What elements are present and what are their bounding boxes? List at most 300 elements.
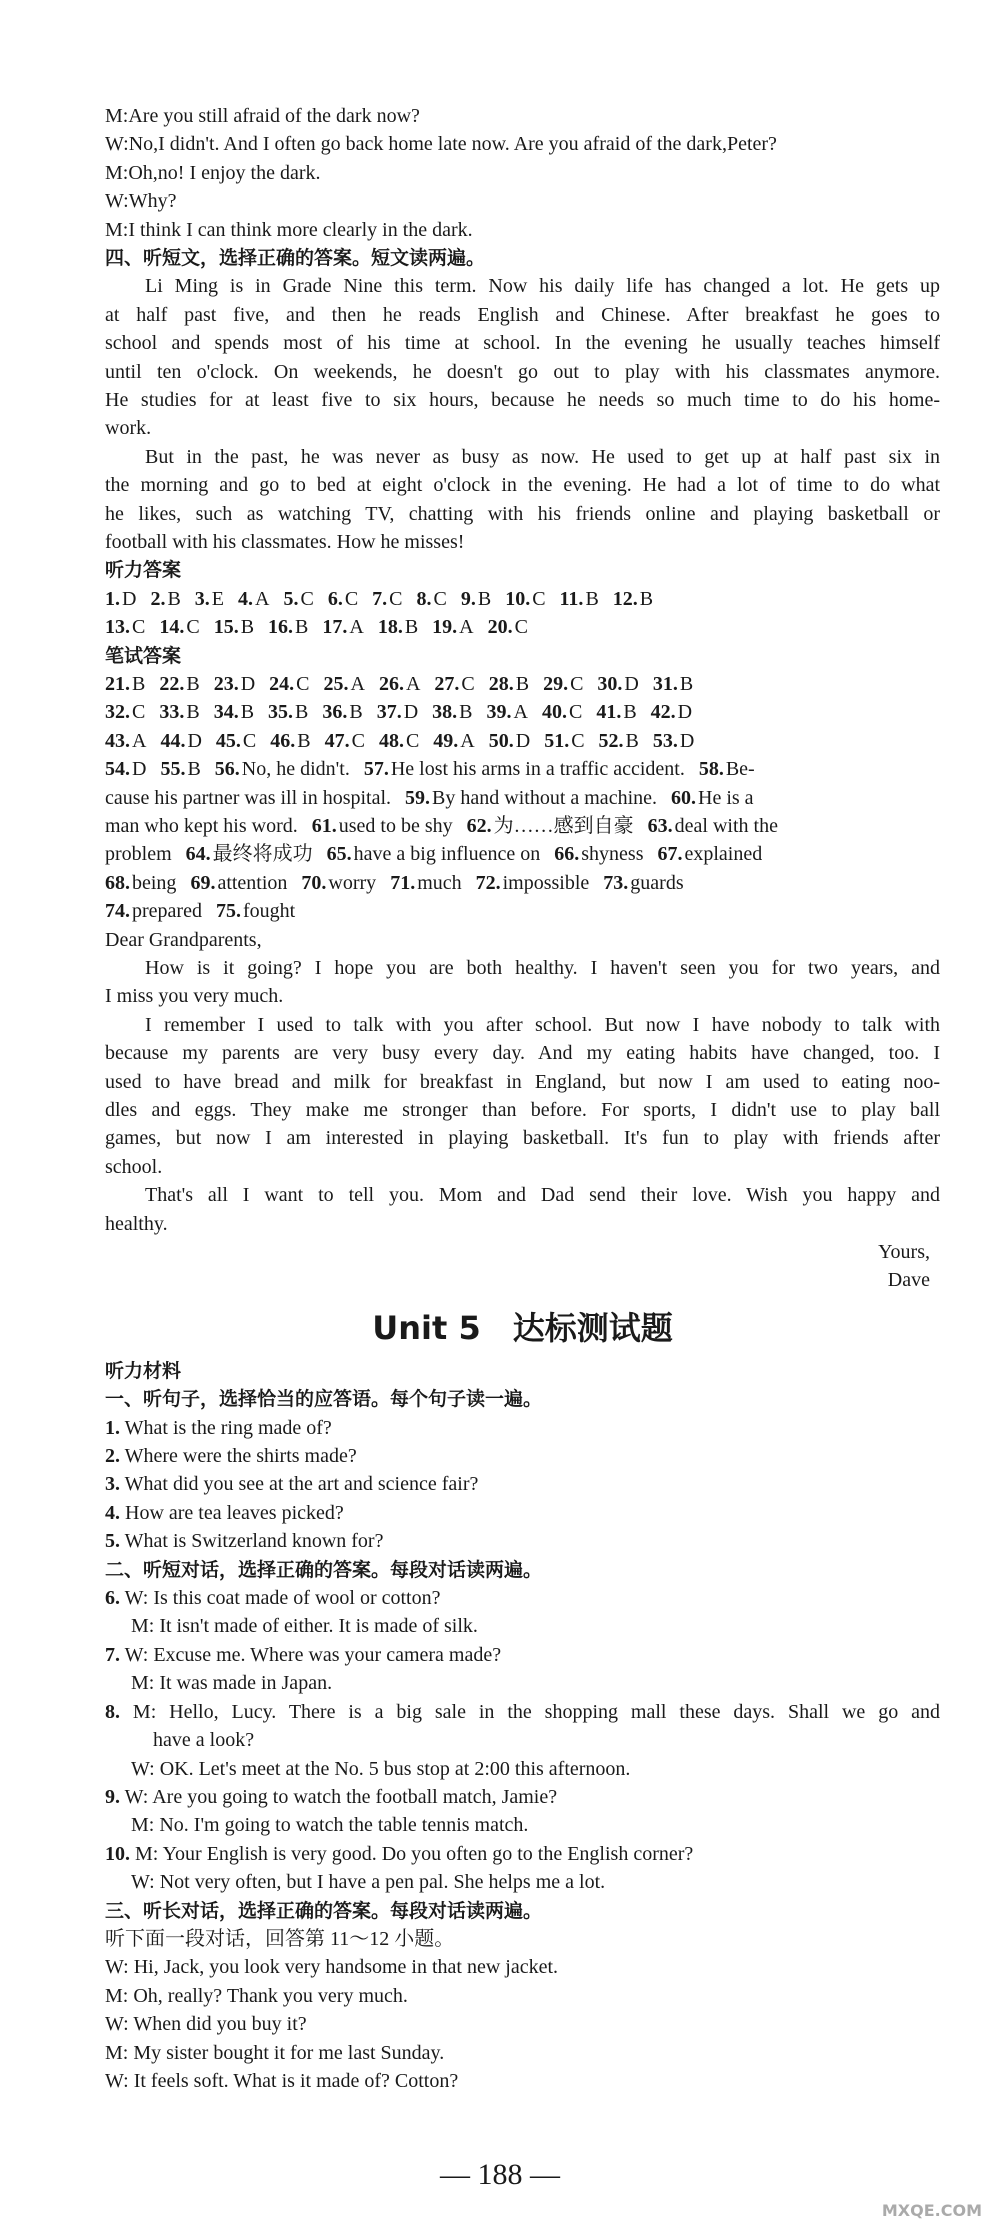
answer-number: 54.: [105, 758, 130, 781]
answer-number: 57.: [363, 758, 389, 781]
item-number: 8.: [105, 1700, 120, 1723]
answer-item: [648, 815, 778, 837]
answer-value: C: [532, 587, 546, 610]
answer-number: 53.: [652, 729, 678, 752]
item-text: W: Is this coat made of wool or cotton?: [120, 1587, 441, 1610]
answer-item: [214, 616, 254, 638]
answer-value: A: [349, 616, 364, 639]
text-line: healthy.: [105, 1212, 168, 1235]
answer-item: [238, 588, 269, 610]
text-line: [105, 1584, 940, 1612]
answer-number: 36.: [322, 701, 348, 724]
answer-number: 42.: [650, 701, 676, 724]
text-line: I remember I used to talk with you after school. But now I have nobody to talk with: [145, 1013, 940, 1036]
text-line: the morning and go to bed at eight o'clock in the evening. He had a lot of time to do what: [105, 474, 940, 497]
section-title: Unit 5 达标测试题: [372, 1308, 673, 1347]
answer-number: 2.: [150, 587, 166, 610]
text-line: How is it going? I hope you are both healthy. I haven't seen you for two years, and: [145, 957, 940, 980]
answer-item: [214, 701, 254, 723]
answer-value: B: [167, 587, 181, 610]
answer-value: B: [625, 729, 639, 752]
text-line: games, but now I am interested in playing basketball. It's fun to play with friends after: [105, 1127, 940, 1150]
text-line: [105, 1527, 940, 1555]
section-heading: 一、听句子，选择恰当的应答语。每个句子读一遍。: [105, 1388, 543, 1411]
answer-number: 33.: [159, 701, 185, 724]
answer-item: [216, 730, 256, 752]
answer-item: [390, 872, 461, 894]
item-number: 7.: [105, 1643, 120, 1666]
answer-value: C: [433, 587, 447, 610]
answer-value: deal with the: [674, 815, 778, 838]
answer-value: B: [295, 701, 309, 724]
answer-number: 43.: [105, 729, 130, 752]
answer-number: 22.: [159, 673, 185, 695]
text-line: school and spends most of his time at school. In the evening he usually teaches himself: [105, 332, 940, 355]
answer-number: 12.: [612, 587, 638, 610]
answer-item: [312, 815, 453, 837]
text-line: school.: [105, 1155, 163, 1178]
text-line: Li Ming is in Grade Nine this term. Now his daily life has changed a lot. He gets up: [145, 275, 940, 298]
answer-value: 为……感到自豪: [493, 815, 634, 838]
answer-value: D: [122, 587, 137, 610]
text-line: at half past five, and then he reads English and Chinese. After breakfast he goes to: [105, 303, 940, 326]
item-text: M: Your English is very good. Do you often go to the English corner?: [130, 1842, 694, 1865]
answer-number: 71.: [390, 871, 416, 894]
answer-item: [190, 872, 287, 894]
answer-number: 20.: [487, 616, 513, 639]
answer-number: 26.: [378, 673, 404, 695]
answer-value: A: [460, 729, 475, 752]
item-number: 1.: [105, 1416, 120, 1439]
answer-item: [195, 588, 224, 610]
answer-item: [599, 730, 639, 752]
answer-item: [433, 730, 474, 752]
text-line: football with his classmates. How he misses!: [105, 530, 465, 553]
text-line: dles and eggs. They make me stronger than before. For sports, I didn't use to play ball: [105, 1099, 940, 1122]
answer-item: [159, 673, 199, 695]
answer-item: [657, 843, 762, 865]
answer-number: 32.: [105, 701, 130, 724]
answer-number: 4.: [238, 587, 254, 610]
section-heading: 听力材料: [105, 1359, 182, 1382]
answer-row: [105, 585, 940, 613]
text-line: W: Not very often, but I have a pen pal. She helps me a lot.: [131, 1871, 606, 1894]
answer-value: have a big influence on: [353, 843, 541, 866]
text-line: [105, 1499, 940, 1527]
answer-number: 5.: [283, 587, 299, 610]
answer-value: B: [515, 673, 530, 695]
answer-number: 24.: [269, 673, 295, 695]
answer-item: [467, 815, 634, 837]
answer-number: 21.: [105, 673, 130, 695]
answer-number: 72.: [475, 871, 501, 894]
answer-number: 15.: [213, 616, 239, 639]
answer-value: used to be shy: [338, 815, 453, 838]
answer-item: [105, 872, 176, 894]
answer-number: 66.: [554, 843, 580, 866]
answer-row: [105, 812, 940, 840]
text-line: M:Oh,no! I enjoy the dark.: [105, 161, 321, 184]
answer-number: 46.: [270, 729, 296, 752]
text-line: That's all I want to tell you. Mom and Dad send their love. Wish you happy and: [145, 1184, 940, 1207]
answer-value: prepared: [132, 900, 202, 923]
answer-value: A: [513, 701, 528, 724]
answer-value: E: [211, 587, 225, 610]
answer-item: [544, 730, 584, 752]
answer-value: man who kept his word.: [105, 815, 298, 838]
answer-number: 35.: [268, 701, 294, 724]
answer-number: 61.: [311, 815, 337, 838]
answer-value: B: [349, 701, 363, 724]
answer-value: being: [132, 871, 177, 894]
answer-item: [105, 616, 145, 638]
answer-item: [476, 872, 590, 894]
answer-number: 68.: [105, 871, 130, 894]
item-text: Where were the shirts made?: [120, 1445, 357, 1468]
answer-number: 13.: [105, 616, 130, 639]
answer-item: [322, 616, 363, 638]
document-page: [105, 102, 940, 2095]
text-line: M: It was made in Japan.: [131, 1672, 333, 1695]
answer-value: B: [132, 673, 146, 695]
answer-item: [603, 872, 683, 894]
item-text: What is Switzerland known for?: [120, 1530, 384, 1553]
answer-item: [596, 701, 636, 723]
answer-number: 28.: [488, 673, 514, 695]
answer-number: 67.: [657, 843, 683, 866]
answer-number: 40.: [541, 701, 567, 724]
answer-number: 1.: [105, 587, 120, 610]
text-line: [105, 1470, 940, 1498]
answer-value: C: [344, 587, 359, 610]
answer-value: C: [296, 673, 310, 695]
answer-value: No, he didn't.: [241, 758, 350, 781]
watermark-text: MXQE.COM: [881, 2201, 982, 2220]
answer-item: [105, 787, 391, 809]
item-text: What is the ring made of?: [120, 1416, 332, 1439]
item-text: W: Are you going to watch the football match, Jamie?: [120, 1785, 558, 1808]
answer-number: 10.: [505, 587, 531, 610]
answer-item: [159, 616, 199, 638]
answer-value: He lost his arms in a traffic accident.: [390, 758, 685, 781]
answer-value: much: [417, 871, 462, 894]
text-line: [105, 1641, 940, 1669]
answer-value: C: [132, 616, 146, 639]
answer-value: Be-: [725, 758, 755, 781]
text-line: M: Oh, really? Thank you very much.: [105, 1984, 408, 2007]
answer-number: 39.: [486, 701, 512, 724]
answer-value: C: [461, 673, 475, 695]
answer-value: C: [514, 616, 528, 639]
answer-number: 41.: [596, 701, 622, 724]
answer-value: D: [515, 729, 531, 752]
answer-value: C: [571, 729, 585, 752]
answer-number: 27.: [434, 673, 460, 695]
answer-number: 37.: [376, 701, 402, 724]
answer-value: D: [403, 701, 419, 724]
answer-value: B: [477, 587, 492, 610]
answer-number: 6.: [327, 587, 343, 610]
text-line: M: No. I'm going to watch the table tennis match.: [131, 1814, 529, 1837]
answer-item: [215, 758, 350, 780]
answer-item: [379, 730, 419, 752]
answer-item: [651, 701, 692, 723]
answer-value: D: [240, 673, 256, 695]
section-heading: 听力答案: [105, 559, 182, 582]
item-number: 4.: [105, 1501, 120, 1524]
answer-value: explained: [684, 843, 763, 866]
answer-value: B: [404, 616, 419, 639]
answer-number: 23.: [213, 673, 239, 695]
answer-row: [105, 727, 940, 755]
text-line: until ten o'clock. On weekends, he doesn't go out to play with his classmates anymore.: [105, 360, 940, 383]
text-line: have a look?: [153, 1729, 255, 1752]
answer-item: [432, 701, 472, 723]
answer-value: C: [351, 729, 365, 752]
answer-value: B: [679, 673, 694, 695]
answer-item: [105, 588, 136, 610]
answer-item: [269, 673, 309, 695]
answer-value: B: [295, 616, 309, 639]
text-line: But in the past, he was never as busy as now. He used to get up at half past six in: [145, 445, 940, 468]
answer-value: attention: [217, 871, 288, 894]
answer-item: [372, 588, 402, 610]
text-line: work.: [105, 417, 152, 440]
answer-number: 74.: [105, 900, 130, 923]
answer-value: D: [187, 729, 202, 752]
answer-item: [542, 701, 582, 723]
answer-item: [283, 588, 313, 610]
section-heading: 二、听短对话，选择正确的答案。每段对话读两遍。: [105, 1558, 543, 1581]
answer-value: fought: [242, 900, 296, 923]
answer-item: [405, 787, 657, 809]
answer-value: A: [350, 673, 365, 695]
answer-value: B: [623, 701, 637, 724]
answer-item: [105, 673, 145, 695]
site-watermark: [816, 2158, 986, 2222]
answer-item: [434, 673, 474, 695]
answer-number: 62.: [466, 815, 492, 838]
answer-value: problem: [105, 843, 172, 866]
answer-value: C: [132, 701, 146, 724]
answer-value: B: [240, 701, 255, 724]
text-line: W:No,I didn't. And I often go back home late now. Are you afraid of the dark,Peter?: [105, 133, 777, 156]
answer-number: 73.: [603, 871, 629, 894]
answer-value: He is a: [698, 786, 754, 809]
answer-number: 64.: [185, 843, 211, 866]
answer-row: [105, 840, 940, 868]
answer-value: guards: [630, 871, 684, 894]
answer-value: A: [255, 587, 270, 610]
text-line: W: When did you buy it?: [105, 2013, 307, 2036]
answer-value: B: [186, 701, 200, 724]
answer-value: B: [297, 729, 311, 752]
answer-value: C: [186, 616, 200, 639]
answer-item: [378, 616, 418, 638]
answer-number: 25.: [323, 673, 349, 695]
answer-number: 55.: [160, 758, 186, 781]
answer-item: [699, 758, 755, 780]
page-number: — 188 —: [440, 2158, 560, 2191]
answer-value: A: [132, 729, 147, 752]
answer-number: 56.: [214, 758, 240, 781]
answer-value: C: [405, 729, 420, 752]
answer-value: A: [405, 673, 421, 695]
item-text: How are tea leaves picked?: [120, 1501, 344, 1524]
answer-number: 9.: [460, 587, 476, 610]
text-line: 听下面一段对话，回答第 11～12 小题。: [105, 1927, 455, 1950]
answer-item: [105, 758, 146, 780]
answer-value: impossible: [502, 871, 590, 894]
item-number: 9.: [105, 1785, 120, 1808]
answer-number: 38.: [432, 701, 458, 724]
answer-number: 29.: [543, 673, 569, 695]
answer-number: 75.: [215, 900, 241, 923]
answer-value: B: [186, 673, 200, 695]
answer-item: [489, 730, 530, 752]
section-heading: 三、听长对话，选择正确的答案。每段对话读两遍。: [105, 1899, 543, 1922]
text-line: W:Why?: [105, 190, 177, 213]
answer-item: [160, 758, 200, 780]
answer-value: D: [677, 701, 693, 724]
section-heading: 四、听短文，选择正确的答案。短文读两遍。: [105, 247, 486, 270]
answer-item: [653, 730, 694, 752]
answer-item: [653, 673, 693, 695]
answer-item: [270, 730, 310, 752]
answer-row: [105, 670, 940, 698]
answer-value: B: [639, 587, 654, 610]
answer-value: C: [570, 673, 584, 695]
answer-item: [105, 815, 298, 837]
answer-number: 30.: [597, 673, 623, 695]
answer-number: 60.: [671, 786, 696, 809]
text-line: He studies for at least five to six hours, because he needs so much time to do his home-: [105, 389, 940, 411]
answer-item: [301, 872, 376, 894]
text-line: [105, 1783, 940, 1811]
answer-item: [216, 900, 295, 922]
answer-number: 7.: [372, 587, 388, 610]
answer-number: 52.: [598, 729, 624, 752]
answer-item: [543, 673, 583, 695]
answer-number: 3.: [194, 587, 210, 610]
text-line: [105, 1442, 940, 1470]
answer-item: [328, 588, 358, 610]
answer-value: By hand without a machine.: [432, 786, 657, 809]
answer-item: [322, 701, 362, 723]
section-heading: 笔试答案: [105, 644, 182, 667]
text-line: Dave: [887, 1269, 930, 1292]
answer-number: 31.: [652, 673, 678, 695]
answer-item: [488, 616, 528, 638]
answer-number: 70.: [301, 871, 327, 894]
answer-item: [160, 730, 201, 752]
answer-number: 48.: [378, 729, 404, 752]
answer-number: 34.: [213, 701, 239, 724]
answer-item: [364, 758, 685, 780]
answer-number: 47.: [324, 729, 350, 752]
text-line: M: It isn't made of either. It is made of silk.: [131, 1615, 478, 1638]
answer-value: B: [585, 587, 599, 610]
answer-item: [505, 588, 545, 610]
answer-item: [597, 673, 638, 695]
answer-item: [105, 730, 146, 752]
answer-item: [186, 843, 313, 865]
answer-item: [323, 673, 364, 695]
answer-item: [432, 616, 473, 638]
answer-item: [214, 673, 255, 695]
text-line: W: Hi, Jack, you look very handsome in that new jacket.: [105, 1956, 559, 1979]
answer-item: [560, 588, 599, 610]
answer-number: 11.: [559, 587, 584, 610]
answer-row: [105, 897, 940, 925]
answer-value: C: [568, 701, 583, 724]
item-number: 2.: [105, 1445, 120, 1468]
item-number: 3.: [105, 1473, 120, 1496]
answer-number: 59.: [405, 786, 431, 809]
answer-row: [105, 869, 940, 897]
answer-number: 44.: [160, 729, 186, 752]
text-line: because my parents are very busy every day. And my eating habits have changed, too. I: [105, 1042, 940, 1065]
answer-number: 58.: [698, 758, 724, 781]
answer-item: [159, 701, 199, 723]
answer-item: [461, 588, 491, 610]
answer-number: 63.: [647, 815, 673, 838]
answer-row: [105, 698, 940, 726]
answer-item: [671, 787, 754, 809]
answer-number: 18.: [377, 616, 403, 639]
text-line: [105, 1414, 940, 1442]
answer-item: [554, 843, 643, 865]
answer-number: 14.: [159, 616, 185, 639]
answer-item: [379, 673, 420, 695]
answer-number: 69.: [190, 871, 216, 894]
item-number: 5.: [105, 1530, 120, 1553]
text-line: [105, 1840, 940, 1868]
answer-number: 19.: [432, 616, 458, 639]
text-line: Yours,: [878, 1241, 930, 1264]
answer-item: [327, 843, 541, 865]
answer-item: [268, 616, 308, 638]
answer-value: C: [300, 587, 314, 610]
text-line: I miss you very much.: [105, 985, 284, 1008]
answer-item: [105, 843, 172, 865]
answer-number: 17.: [322, 616, 348, 639]
answer-item: [487, 701, 528, 723]
answer-item: [105, 701, 145, 723]
text-line: W: It feels soft. What is it made of? Cotton?: [105, 2069, 459, 2092]
text-line: used to have bread and milk for breakfast in England, but now I am used to eating noo-: [105, 1070, 940, 1093]
text-line: M:I think I can think more clearly in the dark.: [105, 218, 473, 241]
item-number: 10.: [105, 1842, 130, 1865]
answer-row: [105, 784, 940, 812]
text-line: Dear Grandparents,: [105, 928, 262, 951]
answer-value: B: [240, 616, 255, 639]
answer-item: [377, 701, 418, 723]
answer-number: 50.: [488, 729, 514, 752]
answer-value: cause his partner was ill in hospital.: [105, 786, 392, 809]
answer-number: 8.: [416, 587, 432, 610]
answer-value: A: [459, 616, 474, 639]
answer-number: 49.: [433, 729, 459, 752]
answer-value: B: [459, 701, 473, 724]
answer-item: [417, 588, 447, 610]
answer-value: D: [624, 673, 639, 695]
answer-item: [150, 588, 180, 610]
text-line: M: My sister bought it for me last Sunday.: [105, 2041, 445, 2064]
answer-value: C: [389, 587, 403, 610]
answer-value: B: [187, 758, 201, 781]
item-text: W: Excuse me. Where was your camera made?: [120, 1643, 502, 1666]
